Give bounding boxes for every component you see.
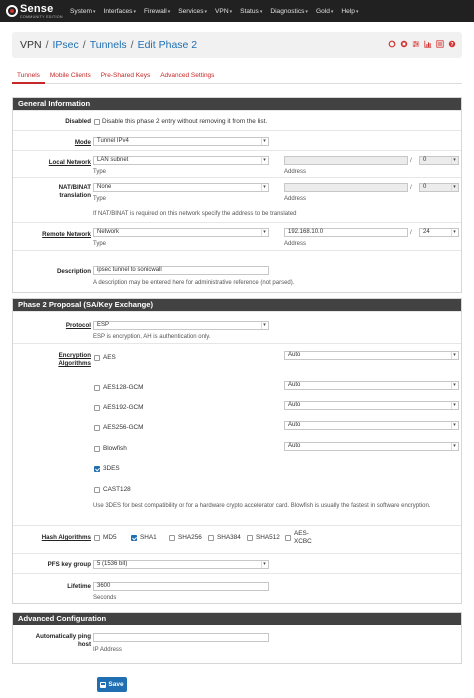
aes192gcm-checkbox[interactable] [94,405,100,411]
tab-advanced-settings[interactable]: Advanced Settings [160,72,215,79]
panel-title: Advanced Configuration [13,613,461,625]
disabled-row [13,110,461,130]
local-mask-select[interactable]: 0 ▾ [419,156,459,165]
sha256-label: SHA256 [178,534,202,541]
sha1-label: SHA1 [140,534,157,541]
lifetime-caption: Seconds [93,595,117,601]
aes-checkbox[interactable] [94,355,100,361]
sliders-icon[interactable] [412,40,420,48]
chevron-down-icon: ▾ [261,229,267,236]
nat-binat-label: NAT/BINAT translation [58,184,91,199]
breadcrumb-separator: / [130,39,134,51]
lifetime-row [13,573,461,603]
nat-binat-row [13,177,461,222]
aes128gcm-checkbox[interactable] [94,385,100,391]
nav-gold[interactable]: Gold▾ [315,7,334,15]
nav-firewall[interactable]: Firewall▾ [143,7,171,15]
aes192gcm-label: AES192-GCM [103,404,144,411]
chevron-down-icon: ▾ [451,443,457,450]
hash-algorithms-row [13,525,461,553]
nav-diagnostics[interactable]: Diagnostics▾ [270,7,308,15]
blowfish-keylen-select[interactable]: Auto ▾ [284,442,459,451]
nat-type-caption: Type [93,196,107,202]
local-type-select[interactable]: LAN subnet ▾ [93,156,269,165]
logo-mark-icon [6,5,18,17]
breadcrumb-tunnels[interactable]: Tunnels [89,39,127,51]
sha512-checkbox[interactable] [247,535,253,541]
aes256gcm-keylen-select[interactable]: Auto ▾ [284,421,459,430]
disabled-label: Disabled [65,118,91,125]
cast128-label: CAST128 [103,486,131,493]
aes192gcm-keylen-select[interactable]: Auto ▾ [284,401,459,410]
chevron-down-icon: ▾ [451,157,457,164]
aes-xcbc-label: AES-XCBC [294,530,312,545]
3des-label: 3DES [103,465,120,472]
breadcrumb-separator: / [82,39,86,51]
aes128gcm-keylen-select[interactable]: Auto ▾ [284,381,459,390]
nav-system[interactable]: System▾ [70,7,96,15]
remote-type-select[interactable]: Network ▾ [93,228,269,237]
aes-label: AES [103,354,116,361]
sha256-checkbox[interactable] [169,535,175,541]
sha512-label: SHA512 [256,534,280,541]
description-help: A description may be entered here for administrative reference (not parsed). [93,280,295,286]
help-icon[interactable] [448,40,456,48]
tab-mobile-clients[interactable]: Mobile Clients [49,72,91,79]
panel-title: Phase 2 Proposal (SA/Key Exchange) [13,299,461,311]
pfs-key-group-label: PFS key group [47,561,91,568]
breadcrumb-edit-phase2[interactable]: Edit Phase 2 [137,39,198,51]
breadcrumb-vpn: VPN [20,39,42,51]
blowfish-checkbox[interactable] [94,446,100,452]
phase2-proposal-panel [12,298,462,604]
cast128-checkbox[interactable] [94,487,100,493]
mode-select[interactable]: Tunnel IPv4 ▾ [93,137,269,146]
slash-separator: / [410,184,412,191]
md5-checkbox[interactable] [94,535,100,541]
chevron-down-icon: ▾ [261,184,267,191]
breadcrumb [12,32,462,58]
description-row [13,250,461,292]
remote-mask-select[interactable]: 24 ▾ [419,228,459,237]
hash-algorithms-label: Hash Algorithms [41,534,91,541]
chevron-down-icon: ▾ [261,138,267,145]
save-label: Save [108,681,124,688]
local-network-row [13,150,461,177]
local-address-caption: Address [284,169,307,175]
aes128gcm-label: AES128-GCM [103,384,144,391]
tab-bar [12,68,462,84]
list-icon[interactable] [436,40,444,48]
protocol-help: ESP is encryption, AH is authentication only. [93,334,211,340]
disabled-text: Disable this phase 2 entry without removing it from the list. [102,118,268,125]
sha1-checkbox[interactable] [131,535,137,541]
sha384-checkbox[interactable] [208,535,214,541]
top-navbar [0,0,474,22]
chevron-down-icon: ▾ [451,229,457,236]
pfsense-logo[interactable] [6,0,64,22]
remote-network-label: Remote Network [42,231,91,238]
chevron-down-icon: ▾ [451,382,457,389]
local-type-caption: Type [93,169,107,175]
stop-circle-icon[interactable] [400,40,408,48]
auto-ping-host-caption: IP Address [93,647,122,653]
chevron-down-icon: ▾ [451,422,457,429]
remote-type-caption: Type [93,241,107,247]
save-button[interactable] [97,677,127,692]
nav-status[interactable]: Status▾ [240,7,263,15]
nat-address-input[interactable] [284,183,408,192]
md5-label: MD5 [103,534,117,541]
aes-keylen-select[interactable]: Auto ▾ [284,351,459,360]
auto-ping-host-input[interactable] [93,633,269,642]
slash-separator: / [410,157,412,164]
header-icons [388,40,456,48]
description-input[interactable]: ipsec tunnel to sonicwall [93,266,269,275]
panel-title: General Information [13,98,461,110]
mode-label: Mode [74,139,91,146]
breadcrumb-separator: / [45,39,49,51]
nat-type-select[interactable]: None ▾ [93,183,269,192]
svg-text:?: ? [450,41,454,48]
chevron-down-icon: ▾ [261,322,267,329]
chevron-down-icon: ▾ [451,352,457,359]
logo-text: Sense [20,3,54,15]
mode-row [13,130,461,150]
reload-icon[interactable] [388,40,396,48]
general-information-panel [12,97,462,293]
auto-ping-host-label: Automatically ping host [35,633,91,648]
aes256gcm-label: AES256-GCM [103,424,144,431]
blowfish-label: Blowfish [103,445,127,452]
remote-address-input[interactable]: 192.168.10.0 [284,228,408,237]
chevron-down-icon: ▾ [451,184,457,191]
nav-services[interactable]: Services▾ [178,7,208,15]
sha384-label: SHA384 [217,534,241,541]
logo-subtitle: COMMUNITY EDITION [20,15,63,19]
3des-checkbox[interactable] [94,466,100,472]
protocol-row [13,311,461,343]
nat-help-text: If NAT/BINAT is required on this network specify the address to be translated [93,211,297,217]
encryption-algorithms-row [13,343,461,525]
slash-separator: / [410,229,412,236]
encryption-help: Use 3DES for best compatibility or for a hardware crypto accelerator card. Blowfish is usually the fastest in software encryption. [93,503,431,509]
disabled-checkbox[interactable] [94,119,100,125]
pfs-row [13,553,461,573]
nat-address-caption: Address [284,196,307,202]
local-address-input[interactable] [284,156,408,165]
lifetime-input[interactable]: 3600 [93,582,269,591]
tab-tunnels[interactable]: Tunnels [12,68,45,84]
local-network-label: Local Network [48,159,91,166]
remote-address-caption: Address [284,241,307,247]
description-label: Description [56,268,91,275]
chevron-down-icon: ▾ [261,157,267,164]
protocol-label: Protocol [65,322,91,329]
chart-icon[interactable] [424,40,432,48]
chevron-down-icon: ▾ [451,402,457,409]
nav-menu [70,8,366,15]
remote-network-row [13,222,461,250]
lifetime-label: Lifetime [67,583,91,590]
breadcrumb-ipsec[interactable]: IPsec [52,39,79,51]
aes256gcm-checkbox[interactable] [94,425,100,431]
nat-mask-select[interactable]: 0 ▾ [419,183,459,192]
chevron-down-icon: ▾ [261,561,267,568]
nav-vpn[interactable]: VPN▾ [215,7,233,15]
auto-ping-row [13,625,461,663]
tab-pre-shared-keys[interactable]: Pre-Shared Keys [100,72,151,79]
nav-interfaces[interactable]: Interfaces▾ [103,7,136,15]
pfs-key-group-select[interactable]: 5 (1536 bit) ▾ [93,560,269,569]
save-icon [100,682,106,688]
nav-help[interactable]: Help▾ [341,7,359,15]
advanced-configuration-panel [12,612,462,664]
encryption-algorithms-label: Encryption Algorithms [58,352,91,367]
aes-xcbc-checkbox[interactable] [285,535,291,541]
protocol-select[interactable]: ESP ▾ [93,321,269,330]
